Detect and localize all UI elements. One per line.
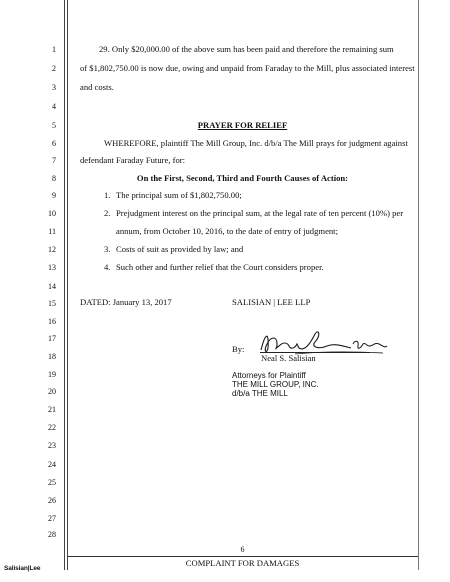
paragraph-29-line-1: 29. Only $20,000.00 of the above sum has been paid and therefore the remaining sum (99, 44, 394, 54)
relief-item-text: The principal sum of $1,802,750.00; (116, 190, 242, 200)
line-number: 16 (48, 317, 56, 326)
line-number: 12 (48, 245, 56, 254)
line-number: 4 (52, 102, 56, 111)
line-number: 14 (48, 282, 56, 291)
left-margin-rule (64, 0, 65, 570)
dated-line: DATED: January 13, 2017 (80, 297, 172, 307)
line-number: 21 (48, 405, 56, 414)
line-number: 22 (48, 423, 56, 432)
wherefore-line-2: defendant Faraday Future, for: (80, 155, 185, 165)
wherefore-line-1: WHEREFORE, plaintiff The Mill Group, Inc. d/b/a The Mill prays for judgment against (104, 138, 408, 148)
paragraph-29-line-3: and costs. (80, 82, 114, 92)
line-number: 7 (52, 156, 56, 165)
line-number: 20 (48, 387, 56, 396)
law-firm-name: SALISIAN | LEE LLP (232, 297, 311, 307)
firm-logo: Salisian|Lee (4, 565, 41, 572)
line-number: 10 (48, 209, 56, 218)
attorney-role-line-1: Attorneys for Plaintiff (232, 371, 306, 380)
line-number: 25 (48, 478, 56, 487)
line-number: 8 (52, 174, 56, 183)
attorney-role-line-2: THE MILL GROUP, INC. (232, 380, 319, 389)
line-number: 26 (48, 496, 56, 505)
line-number: 5 (52, 121, 56, 130)
footer-rule (67, 556, 418, 557)
by-label: By: (232, 344, 245, 354)
line-number: 1 (52, 45, 56, 54)
line-number: 27 (48, 514, 56, 523)
relief-item-number: 4. (104, 262, 111, 272)
line-number: 18 (48, 352, 56, 361)
line-number: 15 (48, 299, 56, 308)
relief-item-text: Such other and further relief that the Court considers proper. (116, 262, 324, 272)
relief-item-number: 1. (104, 190, 111, 200)
relief-item-text: Prejudgment interest on the principal sum, at the legal rate of ten percent (10%) per (116, 208, 404, 218)
line-number: 23 (48, 441, 56, 450)
paragraph-29-line-2: of $1,802,750.00 is now due, owing and unpaid from Faraday to the Mill, plus associated interest (80, 63, 415, 73)
left-margin-rule-inner (67, 0, 68, 570)
line-number: 28 (48, 530, 56, 539)
relief-item-number: 3. (104, 244, 111, 254)
line-number: 9 (52, 191, 56, 200)
line-number: 3 (52, 83, 56, 92)
attorney-role-line-3: d/b/a THE MILL (232, 389, 288, 398)
line-number: 11 (48, 227, 56, 236)
line-number: 13 (48, 263, 56, 272)
line-number: 6 (52, 139, 56, 148)
page-number: 6 (240, 545, 245, 554)
line-number: 2 (52, 64, 56, 73)
relief-item-text-continued: annum, from October 10, 2016, to the date of entry of judgment; (116, 226, 338, 236)
line-number: 24 (48, 460, 56, 469)
line-number: 19 (48, 370, 56, 379)
prayer-heading: PRAYER FOR RELIEF (197, 120, 288, 130)
footer-title: COMPLAINT FOR DAMAGES (185, 558, 300, 568)
relief-item-number: 2. (104, 208, 111, 218)
right-margin-rule (418, 0, 419, 570)
line-number: 17 (48, 334, 56, 343)
causes-heading: On the First, Second, Third and Fourth Causes of Action: (136, 173, 349, 183)
signer-name: Neal S. Salisian (261, 353, 316, 363)
relief-item-text: Costs of suit as provided by law; and (116, 244, 244, 254)
